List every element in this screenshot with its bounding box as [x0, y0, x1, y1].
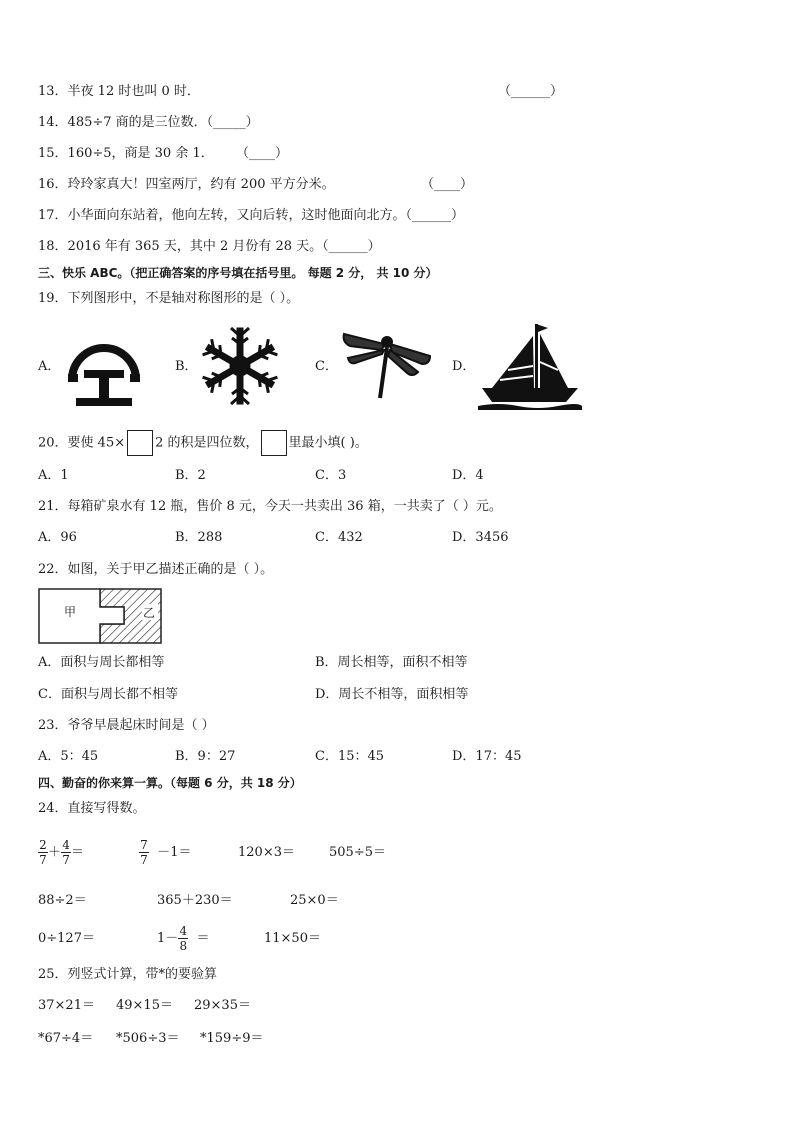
blank-box[interactable]: [261, 430, 287, 456]
denominator: 7: [140, 853, 148, 867]
question-18: 18．2016 年有 365 天，其中 2 月份有 28 天。（______）: [38, 239, 381, 254]
calc-49x15: 49×15＝: [116, 998, 173, 1013]
question-13-text: 13．半夜 12 时也叫 0 时．: [38, 84, 200, 99]
figure-label-yi: 乙: [143, 606, 156, 620]
figure-label-jia: 甲: [64, 605, 77, 619]
calc-88div2: 88÷2＝: [38, 893, 87, 908]
numerator: 2: [39, 838, 47, 852]
calc-29x35: 29×35＝: [194, 998, 251, 1013]
option-23-c[interactable]: C．15：45: [315, 749, 385, 764]
equals-sign: ＝: [71, 845, 85, 860]
option-22-b[interactable]: B．周长相等，面积不相等: [315, 655, 468, 670]
calc-2-7-plus-4-7: [38, 836, 84, 870]
metro-logo-icon: [64, 328, 144, 410]
snowflake-icon: [201, 324, 279, 408]
question-22-stem: 22．如图，关于甲乙描述正确的是（ ）。: [38, 562, 274, 577]
answer-paren-15[interactable]: （____）: [236, 146, 289, 161]
option-19-d-label: D．: [452, 359, 476, 374]
option-21-d[interactable]: D．3456: [452, 530, 509, 545]
denominator: 7: [39, 853, 47, 867]
question-25-stem: 25．列竖式计算，带*的要验算: [38, 967, 218, 982]
sailboat-icon: [478, 322, 582, 412]
blank-box[interactable]: [127, 430, 153, 456]
calc-11x50: 11×50＝: [264, 931, 321, 946]
option-23-d[interactable]: D．17：45: [452, 749, 522, 764]
option-21-a[interactable]: A．96: [38, 530, 77, 545]
option-19-a-label: A．: [38, 359, 61, 374]
calc-37x21: 37×21＝: [38, 998, 95, 1013]
numerator: 7: [140, 838, 148, 852]
minus-one-equals: －1＝: [157, 845, 192, 860]
fraction: [38, 838, 48, 867]
equals-sign: ＝: [196, 931, 210, 946]
option-20-d[interactable]: D．4: [452, 468, 484, 483]
option-22-a[interactable]: A．面积与周长都相等: [38, 655, 165, 670]
calc-7-7-minus-1: [139, 836, 192, 870]
option-23-a[interactable]: A．5：45: [38, 749, 99, 764]
option-19-c-label: C．: [315, 359, 338, 374]
question-23-stem: 23．爷爷早晨起床时间是（ ）: [38, 718, 215, 733]
calc-67div4: *67÷4＝: [38, 1031, 94, 1046]
plus-sign: ＋: [48, 845, 62, 860]
option-21-c[interactable]: C．432: [315, 530, 363, 545]
question-13: [38, 83, 200, 101]
calc-505div5: 505÷5＝: [329, 845, 386, 860]
fraction: [178, 924, 188, 953]
calc-0div127: 0÷127＝: [38, 931, 95, 946]
fraction: [139, 838, 149, 867]
question-15: 15．160÷5，商是 30 余 1．: [38, 146, 214, 161]
jia-yi-figure: [38, 588, 164, 644]
question-19-stem: 19．下列图形中，不是轴对称图形的是（ ）。: [38, 291, 300, 306]
question-17: 17．小华面向东站着，他向左转，又向后转，这时他面向北方。（______）: [38, 208, 465, 223]
numerator: 4: [62, 838, 70, 852]
calc-159div9: *159÷9＝: [200, 1031, 264, 1046]
question-21-stem: 21．每箱矿泉水有 12 瓶，售价 8 元，今天一共卖出 36 箱，一共卖了（ ）元。: [38, 499, 502, 514]
question-20-stem-b: 2 的积是四位数，: [155, 435, 259, 451]
answer-paren-16[interactable]: （____）: [421, 177, 474, 192]
question-20-stem-a: 20．要使 45×: [38, 435, 126, 451]
section-3-title: 三、快乐 ABC。（把正确答案的序号填在括号里。 每题 2 分， 共 10 分）: [38, 266, 438, 280]
denominator: 8: [179, 939, 188, 953]
calc-365plus230: 365＋230＝: [157, 893, 233, 908]
one-minus: 1－: [157, 931, 179, 946]
option-20-a[interactable]: A．1: [38, 468, 69, 483]
question-20-stem: [38, 430, 368, 457]
answer-paren-13[interactable]: （______）: [498, 84, 564, 99]
numerator: 4: [179, 924, 188, 938]
dragonfly-icon: [340, 328, 434, 406]
option-20-c[interactable]: C．3: [315, 468, 347, 483]
denominator: 7: [62, 853, 70, 867]
question-24-stem: 24．直接写得数。: [38, 801, 146, 816]
section-4-title: 四、勤奋的你来算一算。（每题 6 分，共 18 分）: [38, 776, 302, 790]
question-16: 16．玲玲家真大！四室两厅，约有 200 平方分米。: [38, 177, 335, 192]
option-19-b-label: B．: [175, 359, 198, 374]
option-21-b[interactable]: B．288: [175, 530, 223, 545]
question-20-stem-c: 里最小填( )。: [288, 435, 368, 451]
calc-506div3: *506÷3＝: [116, 1031, 180, 1046]
option-22-c[interactable]: C．面积与周长都不相等: [38, 687, 178, 702]
calc-25x0: 25×0＝: [290, 893, 339, 908]
option-23-b[interactable]: B．9：27: [175, 749, 236, 764]
fraction: [61, 838, 71, 867]
calc-120x3: 120×3＝: [238, 845, 295, 860]
calc-1-minus-4-8: [157, 922, 210, 956]
option-20-b[interactable]: B．2: [175, 468, 206, 483]
question-14: 14．485÷7 商的是三位数．（_____）: [38, 115, 259, 130]
option-22-d[interactable]: D．周长不相等，面积相等: [315, 687, 469, 702]
